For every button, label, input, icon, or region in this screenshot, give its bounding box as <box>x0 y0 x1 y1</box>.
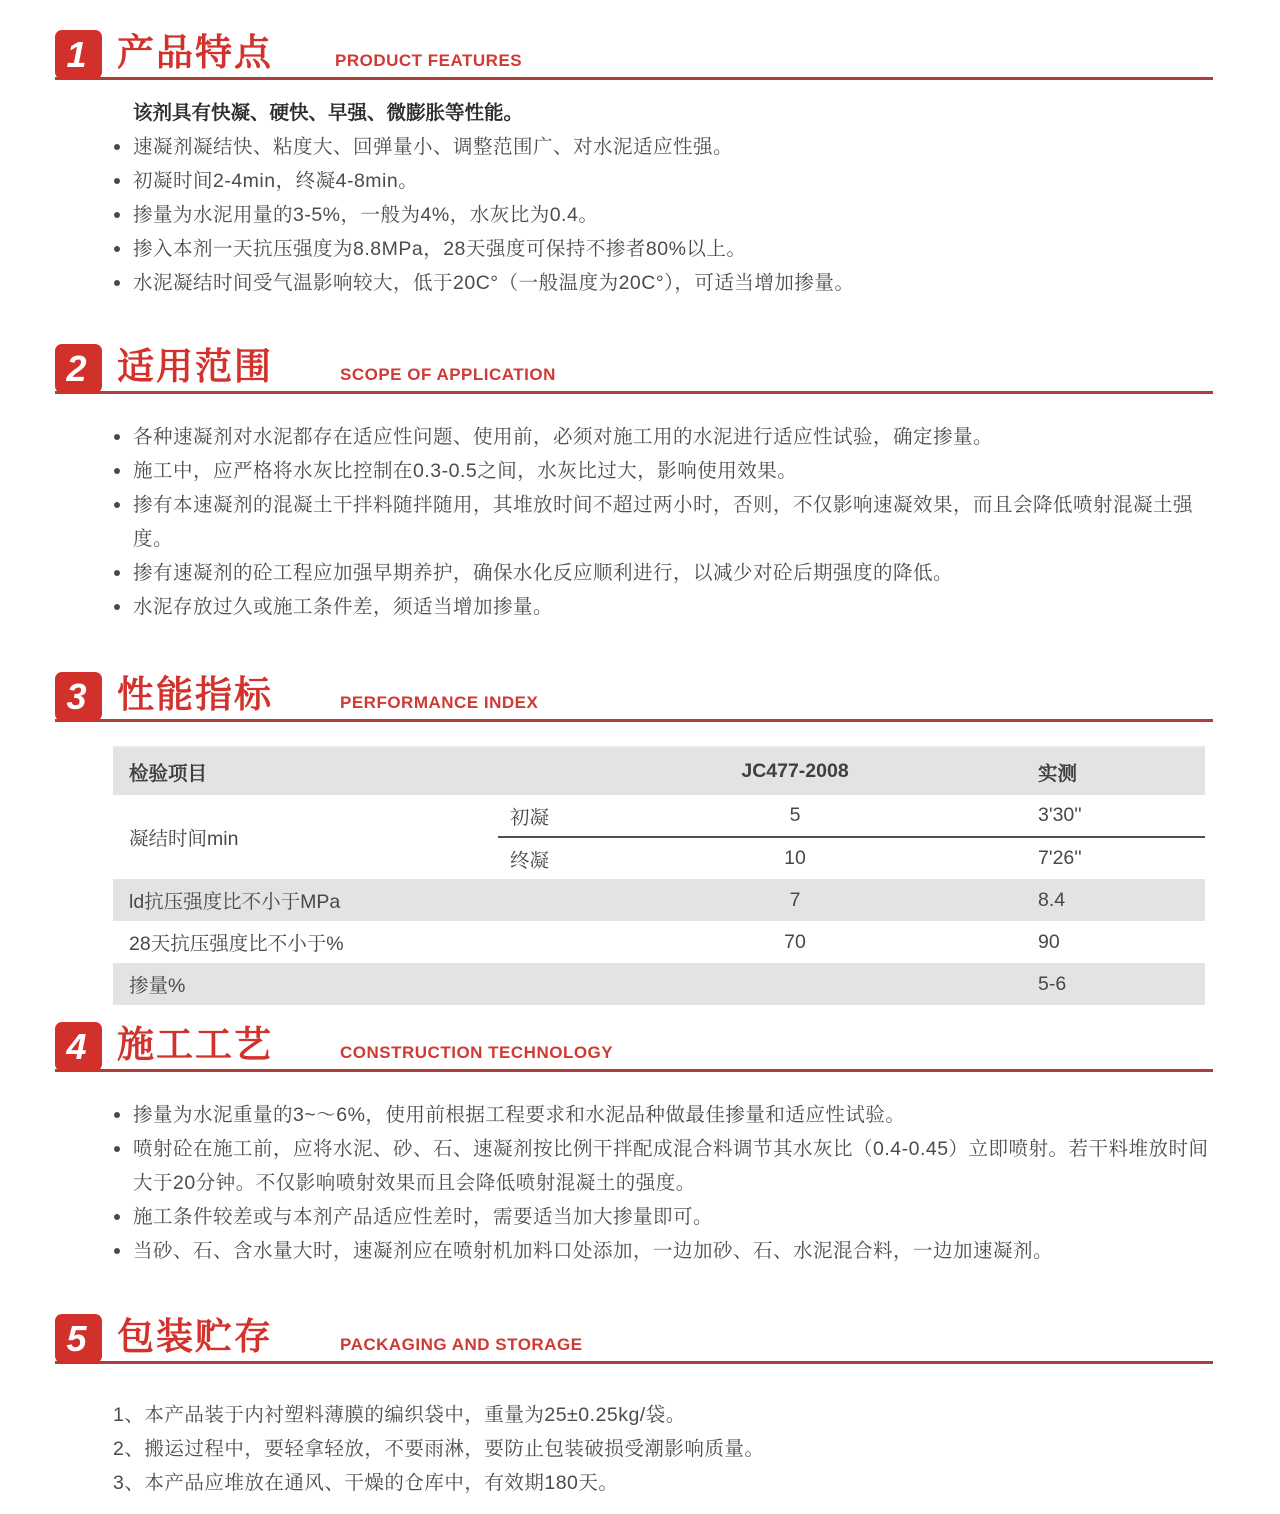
section-5-underline <box>55 1361 1213 1364</box>
bullet-dot-icon <box>114 212 120 218</box>
bullet-dot-icon <box>114 468 120 474</box>
cell-item: 28天抗压强度比不小于% <box>113 921 640 963</box>
section-5-number-badge <box>55 1314 102 1363</box>
cell-item: ld抗压强度比不小于MPa <box>113 879 640 921</box>
section-2-underline <box>55 391 1213 394</box>
section-title-zh: 适用范围 <box>117 346 273 387</box>
list-item <box>113 232 1213 266</box>
bullet-dot-icon <box>114 1248 120 1254</box>
table-row <box>113 921 1205 963</box>
list-item <box>113 1098 1213 1132</box>
list-item <box>113 1200 1213 1234</box>
section-3-underline <box>55 719 1213 722</box>
section-3-header <box>55 668 1213 722</box>
bullet-text: 掺量为水泥重量的3~～6%，使用前根据工程要求和水泥品种做最佳掺量和适应性试验。 <box>133 1104 906 1126</box>
section-1-underline <box>55 77 1213 80</box>
section-4-underline <box>55 1069 1213 1072</box>
section-4-header <box>55 1018 1213 1072</box>
section-1-bullet-list <box>113 130 1213 300</box>
section-title-en: PACKAGING AND STORAGE <box>340 1335 583 1354</box>
bullet-dot-icon <box>114 144 120 150</box>
list-item <box>113 198 1213 232</box>
col-header-item: 检验项目 <box>113 747 640 795</box>
performance-table <box>113 746 1205 1005</box>
bullet-dot-icon <box>114 1112 120 1118</box>
section-title-en: PRODUCT FEATURES <box>335 51 523 70</box>
section-title-en: PERFORMANCE INDEX <box>340 693 539 712</box>
section-title-zh: 施工工艺 <box>117 1024 273 1065</box>
section-1-content <box>113 96 1213 300</box>
section-2-number-badge <box>55 344 102 393</box>
bullet-dot-icon <box>114 502 120 508</box>
section-number: 3 <box>66 675 87 717</box>
cell-measured: 7'26'' <box>950 837 1205 879</box>
bullet-dot-icon <box>114 178 120 184</box>
bullet-text: 各种速凝剂对水泥都存在适应性问题、使用前，必须对施工用的水泥进行适应性试验，确定掺量。 <box>133 426 994 448</box>
bullet-dot-icon <box>114 570 120 576</box>
section-4-number-badge <box>55 1022 102 1071</box>
section-4-content <box>113 1098 1213 1268</box>
col-header-measured: 实测 <box>950 747 1205 795</box>
cell-standard: 70 <box>640 921 950 963</box>
bullet-text: 喷射砼在施工前，应将水泥、砂、石、速凝剂按比例干拌配成混合料调节其水灰比（0.4-0.45）立即喷射。若干料堆放时间大于20分钟。不仅影响喷射效果而且会降低喷射混凝土的强度。 <box>133 1138 1209 1194</box>
table-header-row <box>113 747 1205 795</box>
bullet-text: 水泥存放过久或施工条件差，须适当增加掺量。 <box>133 596 554 618</box>
list-item <box>113 1234 1213 1268</box>
section-packaging-storage <box>0 1310 1280 1500</box>
section-title-en: SCOPE OF APPLICATION <box>340 365 556 384</box>
section-performance-index <box>0 668 1280 1005</box>
bullet-dot-icon <box>114 1146 120 1152</box>
numbered-item: 1、本产品装于内衬塑料薄膜的编织袋中，重量为25±0.25kg/袋。 <box>113 1404 686 1426</box>
cell-measured: 3'30'' <box>950 795 1205 837</box>
cell-standard <box>640 963 950 1005</box>
numbered-item: 3、本产品应堆放在通风、干燥的仓库中，有效期180天。 <box>113 1472 619 1494</box>
list-item <box>113 488 1213 556</box>
list-item <box>113 266 1213 300</box>
table-row <box>113 879 1205 921</box>
section-title-zh: 包装贮存 <box>117 1316 273 1357</box>
bullet-text: 水泥凝结时间受气温影响较大，低于20C°（一般温度为20C°），可适当增加掺量。 <box>133 272 855 294</box>
list-item <box>113 556 1213 590</box>
section-2-bullet-list <box>113 420 1213 624</box>
bullet-text: 掺有速凝剂的砼工程应加强早期养护，确保水化反应顺利进行，以减少对砼后期强度的降低。 <box>133 562 954 584</box>
cell-sub: 初凝 <box>498 795 640 837</box>
cell-standard: 10 <box>640 837 950 879</box>
cell-measured: 8.4 <box>950 879 1205 921</box>
bullet-dot-icon <box>114 434 120 440</box>
table-row <box>113 963 1205 1005</box>
section-number: 5 <box>66 1317 87 1359</box>
section-3-number-badge <box>55 672 102 721</box>
bullet-text: 掺入本剂一天抗压强度为8.8MPa，28天强度可保持不掺者80%以上。 <box>133 238 747 260</box>
bullet-text: 掺有本速凝剂的混凝土干拌料随拌随用，其堆放时间不超过两小时，否则，不仅影响速凝效果，而且会降低喷射混凝土强度。 <box>133 494 1194 550</box>
bullet-text: 施工条件较差或与本剂产品适应性差时，需要适当加大掺量即可。 <box>133 1206 714 1228</box>
cell-standard: 7 <box>640 879 950 921</box>
col-header-standard: JC477-2008 <box>640 747 950 795</box>
section-2-content <box>113 420 1213 624</box>
table-row <box>113 795 1205 837</box>
bullet-text: 施工中，应严格将水灰比控制在0.3-0.5之间，水灰比过大，影响使用效果。 <box>133 460 798 482</box>
section-title-en: CONSTRUCTION TECHNOLOGY <box>340 1043 614 1062</box>
list-item <box>113 454 1213 488</box>
section-number: 4 <box>66 1025 87 1067</box>
cell-measured: 90 <box>950 921 1205 963</box>
section-number: 1 <box>66 33 87 75</box>
section-title-zh: 产品特点 <box>117 32 273 73</box>
section-product-features <box>0 26 1280 300</box>
list-item <box>113 130 1213 164</box>
list-item <box>113 420 1213 454</box>
bullet-dot-icon <box>114 604 120 610</box>
section-scope-of-application <box>0 340 1280 624</box>
section-2-header <box>55 340 1213 394</box>
cell-standard: 5 <box>640 795 950 837</box>
bullet-dot-icon <box>114 246 120 252</box>
cell-item: 凝结时间min <box>113 795 498 879</box>
numbered-item: 2、搬运过程中，要轻拿轻放，不要雨淋，要防止包装破损受潮影响质量。 <box>113 1438 765 1460</box>
list-item <box>113 1132 1213 1200</box>
bullet-text: 速凝剂凝结快、粘度大、回弹量小、调整范围广、对水泥适应性强。 <box>133 136 734 158</box>
cell-sub: 终凝 <box>498 837 640 879</box>
list-item <box>113 590 1213 624</box>
bullet-text: 掺量为水泥用量的3-5%，一般为4%，水灰比为0.4。 <box>133 204 599 226</box>
section-number: 2 <box>66 347 87 389</box>
bullet-text: 初凝时间2-4min，终凝4-8min。 <box>133 170 419 192</box>
section-1-header <box>55 26 1213 80</box>
cell-measured: 5-6 <box>950 963 1205 1005</box>
bullet-text: 当砂、石、含水量大时，速凝剂应在喷射机加料口处添加，一边加砂、石、水泥混合料，一边加速凝剂。 <box>133 1240 1054 1262</box>
list-item <box>113 164 1213 198</box>
section-title-zh: 性能指标 <box>117 674 273 715</box>
section-4-bullet-list <box>113 1098 1213 1268</box>
bullet-dot-icon <box>114 280 120 286</box>
cell-item: 掺量% <box>113 963 640 1005</box>
bullet-dot-icon <box>114 1214 120 1220</box>
section-5-header <box>55 1310 1213 1364</box>
section-construction-technology <box>0 1018 1280 1268</box>
section-1-intro: 该剂具有快凝、硬快、早强、微膨胀等性能。 <box>133 102 524 124</box>
section-5-content <box>113 1398 1213 1500</box>
section-1-number-badge <box>55 30 102 79</box>
